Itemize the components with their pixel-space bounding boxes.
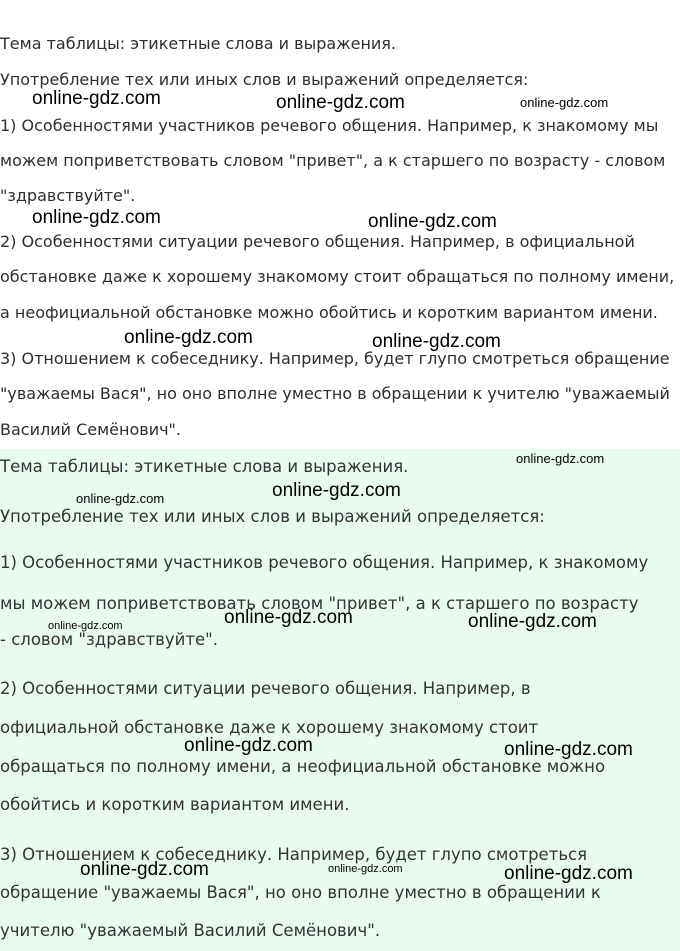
watermark: online-gdz.com <box>516 451 605 466</box>
text-line: 2) Особенностями ситуации речевого общения. Например, в официальной <box>0 232 635 251</box>
text-line: 1) Особенностями участников речевого общения. Например, к знакомому <box>0 553 649 572</box>
watermark: online-gdz.com <box>224 607 353 628</box>
text-line: - словом "здравствуйте". <box>0 630 218 649</box>
text-line: а неофициальной обстановке можно обойтись и коротким вариантом имени. <box>0 303 658 322</box>
text-line: "здравствуйте". <box>0 186 136 205</box>
watermark: online-gdz.com <box>272 480 401 501</box>
watermark: online-gdz.com <box>504 863 633 884</box>
text-line: обстановке даже к хорошему знакомому стоит обращаться по полному имени, <box>0 267 675 286</box>
watermark: online-gdz.com <box>124 327 253 348</box>
text-line: обращаться по полному имени, а неофициальной обстановке можно <box>0 757 606 776</box>
watermark: online-gdz.com <box>328 863 403 875</box>
watermark: online-gdz.com <box>32 207 161 228</box>
watermark: online-gdz.com <box>80 859 209 880</box>
text-line: официальной обстановке даже к хорошему знакомому стоит <box>0 718 539 737</box>
watermark: online-gdz.com <box>468 611 597 632</box>
watermark: online-gdz.com <box>76 491 165 506</box>
intro-line: Употребление тех или иных слов и выражений определяется: <box>0 507 545 526</box>
text-line: 1) Особенностями участников речевого общения. Например, к знакомому мы <box>0 116 659 135</box>
topic-line: Тема таблицы: этикетные слова и выражения. <box>0 34 397 53</box>
text-line: 3) Отношением к собеседнику. Например, будет глупо смотреться <box>0 845 588 864</box>
topic-line: Тема таблицы: этикетные слова и выражения. <box>0 457 409 476</box>
watermark: online-gdz.com <box>504 739 633 760</box>
text-line: учителю "уважаемый Василий Семёнович". <box>0 921 381 940</box>
text-line: обращение "уважаемы Вася", но оно вполне уместно в обращении к <box>0 883 601 902</box>
intro-line: Употребление тех или иных слов и выражений определяется: <box>0 70 529 89</box>
text-line: 2) Особенностями ситуации речевого общения. Например, в <box>0 679 531 698</box>
watermark: online-gdz.com <box>372 331 501 352</box>
text-line: 3) Отношением к собеседнику. Например, будет глупо смотреться обращение <box>0 349 670 368</box>
text-line: можем поприветствовать словом "привет", а к старшего по возрасту - словом <box>0 151 666 170</box>
watermark: online-gdz.com <box>184 735 313 756</box>
text-line: мы можем поприветствовать словом "привет", а к старшего по возрасту <box>0 594 639 613</box>
watermark: online-gdz.com <box>520 95 609 110</box>
text-line: Василий Семёнович". <box>0 420 181 439</box>
watermark: online-gdz.com <box>32 88 161 109</box>
text-line: "уважаемы Вася", но оно вполне уместно в обращении к учителю "уважаемый <box>0 384 670 403</box>
watermark: online-gdz.com <box>48 620 123 632</box>
watermark: online-gdz.com <box>368 211 497 232</box>
text-line: обойтись и коротким вариантом имени. <box>0 795 350 814</box>
watermark: online-gdz.com <box>276 92 405 113</box>
